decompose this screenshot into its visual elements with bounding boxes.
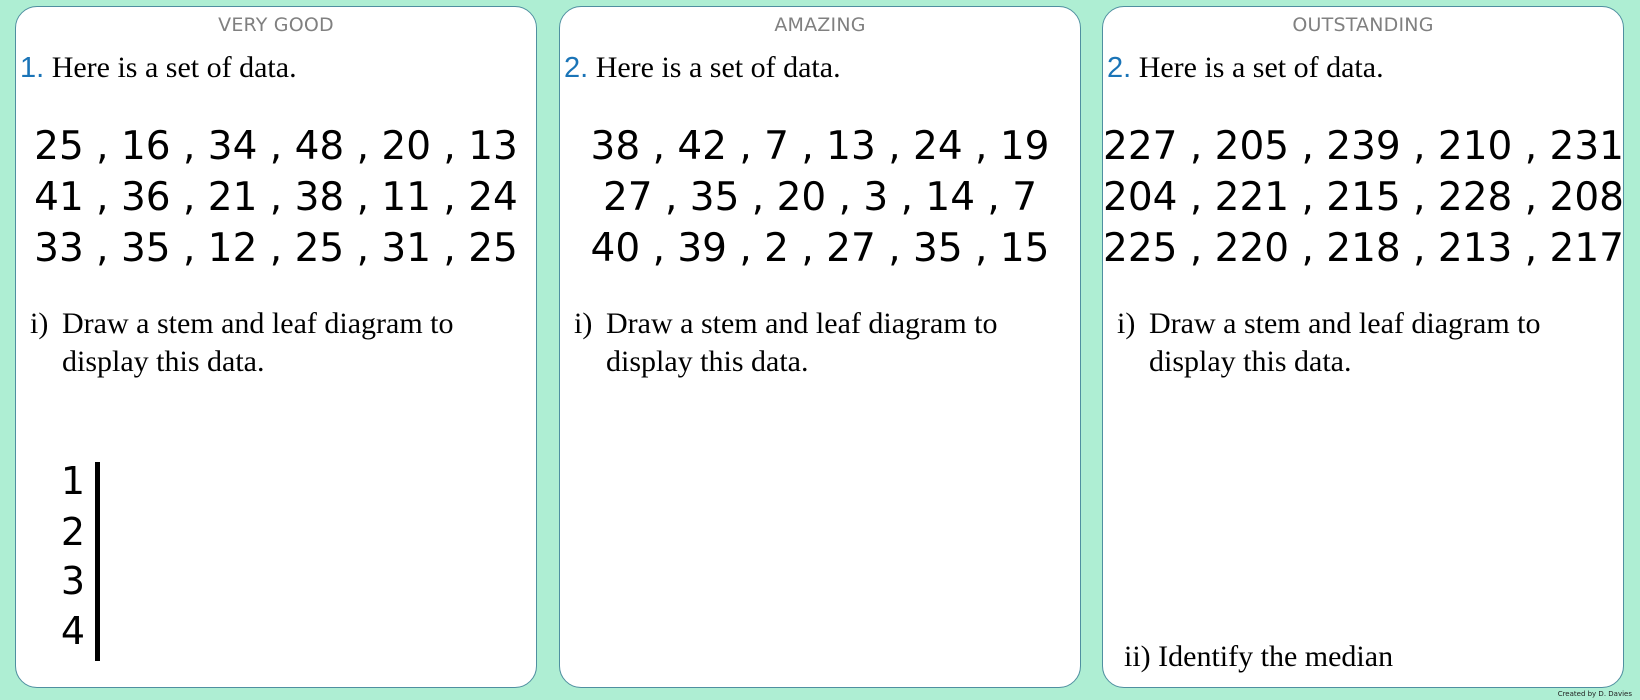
instruction-part-i (30, 305, 500, 381)
data-row: 25 , 16 , 34 , 48 , 20 , 13 (34, 124, 518, 169)
data-set (16, 121, 536, 274)
stem-value: 1 (60, 459, 86, 503)
data-row: 33 , 35 , 12 , 25 , 31 , 25 (34, 226, 518, 271)
question-text: Here is a set of data. (1138, 51, 1384, 84)
instruction-part-i (574, 305, 1044, 381)
question-number: 1. (20, 52, 45, 84)
question-text: Here is a set of data. (51, 51, 297, 84)
instruction-text: Draw a stem and leaf diagram to display this data. (606, 307, 998, 378)
data-set (1103, 121, 1623, 274)
data-row: 204 , 221 , 215 , 228 , 208 (1103, 175, 1624, 220)
data-set (560, 121, 1080, 274)
data-row: 27 , 35 , 20 , 3 , 14 , 7 (602, 175, 1038, 220)
question-text: Here is a set of data. (595, 51, 841, 84)
question-line (20, 51, 297, 85)
data-row: 40 , 39 , 2 , 27 , 35 , 15 (590, 226, 1050, 271)
data-row: 38 , 42 , 7 , 13 , 24 , 19 (590, 124, 1050, 169)
question-line (1107, 51, 1384, 85)
card-header: OUTSTANDING (1292, 14, 1434, 36)
question-number: 2. (1107, 52, 1132, 84)
data-row: 225 , 220 , 218 , 213 , 217 (1103, 226, 1624, 271)
card-header: VERY GOOD (218, 14, 334, 36)
stem-divider-line (95, 462, 100, 661)
stem-value: 3 (60, 559, 86, 603)
instruction-label: i) (30, 307, 49, 340)
question-line (564, 51, 841, 85)
question-number: 2. (564, 52, 589, 84)
stem-value: 4 (60, 609, 86, 653)
instruction-label: i) (1117, 307, 1136, 340)
instruction-part-ii: ii) Identify the median (1124, 640, 1394, 673)
card-outstanding (1102, 6, 1624, 688)
card-header: AMAZING (774, 14, 866, 36)
card-amazing (559, 6, 1081, 688)
instruction-text: Draw a stem and leaf diagram to display this data. (62, 307, 454, 378)
data-row: 227 , 205 , 239 , 210 , 231 (1103, 124, 1624, 169)
stem-and-leaf-diagram (58, 459, 138, 662)
stem-value: 2 (60, 510, 86, 554)
data-row: 41 , 36 , 21 , 38 , 11 , 24 (34, 175, 518, 220)
instruction-label: i) (574, 307, 593, 340)
instruction-text: Draw a stem and leaf diagram to display this data. (1149, 307, 1541, 378)
card-very-good (15, 6, 537, 688)
instruction-part-i (1117, 305, 1587, 381)
credit-text: Created by D. Davies (1557, 690, 1632, 698)
